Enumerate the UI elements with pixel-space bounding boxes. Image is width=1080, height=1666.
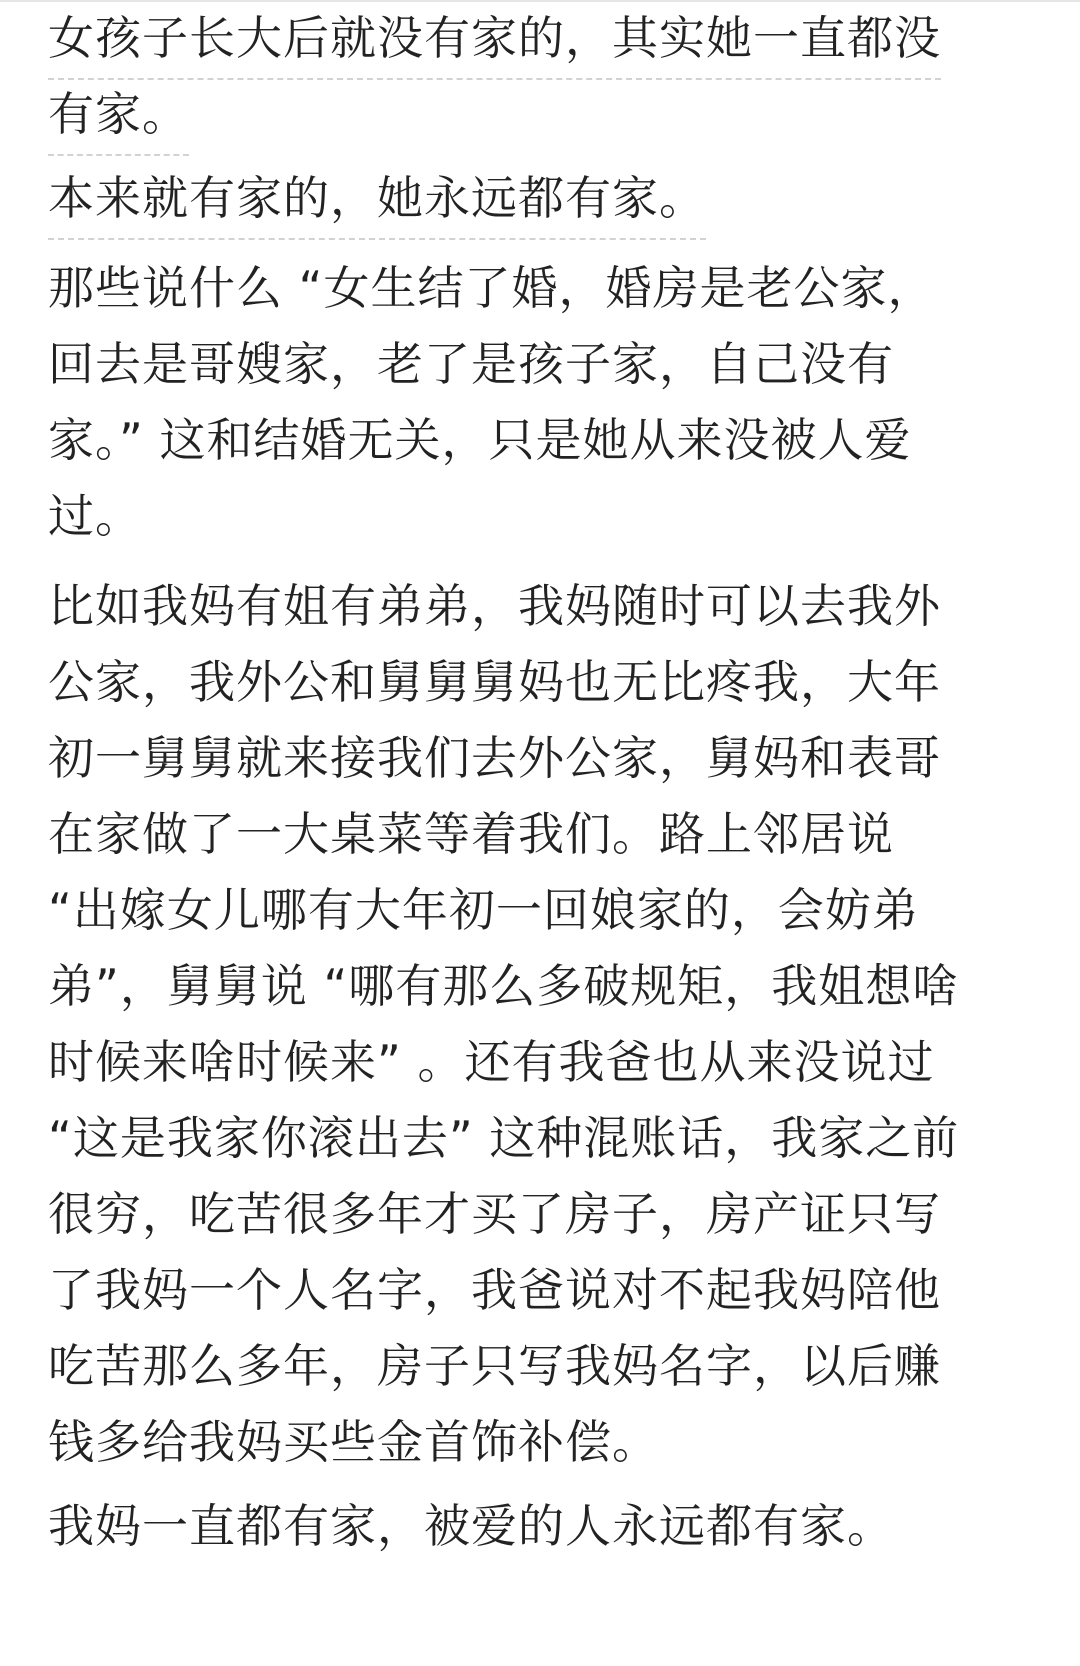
text-line: 很穷，吃苦很多年才买了房子，房产证只写 [48, 1187, 941, 1241]
text-line: “出嫁女儿哪有大年初一回娘家的，会妨弟 [48, 883, 919, 937]
text-line: 过。 [48, 489, 142, 543]
highlighted-text-line: 本来就有家的，她永远都有家。 [48, 166, 706, 240]
text-line: 那些说什么 “女生结了婚，婚房是老公家， [48, 261, 935, 315]
paragraph-2 [48, 160, 706, 236]
highlighted-text-line: 女孩子长大后就没有家的，其实她一直都没 [48, 6, 941, 80]
text-line: 钱多给我妈买些金首饰补偿。 [48, 1415, 659, 1469]
paragraph-5 [48, 1488, 894, 1564]
text-line: “这是我家你滚出去” 这种混账话，我家之前 [48, 1111, 960, 1165]
paragraph-3 [48, 250, 934, 554]
text-line: 弟”，舅舅说 “哪有那么多破规矩，我姐想啥 [48, 959, 960, 1013]
text-line: 家。” 这和结婚无关，只是她从来没被人爱 [48, 413, 912, 467]
text-line: 我妈一直都有家，被爱的人永远都有家。 [48, 1499, 894, 1553]
text-line: 时候来啥时候来” 。还有我爸也从来没说过 [48, 1035, 935, 1089]
text-line: 了我妈一个人名字，我爸说对不起我妈陪他 [48, 1263, 941, 1317]
text-line: 回去是哥嫂家，老了是孩子家，自己没有 [48, 337, 894, 391]
text-line: 公家，我外公和舅舅舅妈也无比疼我，大年 [48, 655, 941, 709]
text-line: 比如我妈有姐有弟弟，我妈随时可以去我外 [48, 579, 941, 633]
text-line: 初一舅舅就来接我们去外公家，舅妈和表哥 [48, 731, 941, 785]
highlighted-text-line: 有家。 [48, 82, 189, 156]
paragraph-4 [48, 568, 959, 1480]
paragraph-1 [48, 0, 941, 152]
text-line: 在家做了一大桌菜等着我们。路上邻居说 [48, 807, 894, 861]
text-line: 吃苦那么多年，房子只写我妈名字，以后赚 [48, 1339, 941, 1393]
